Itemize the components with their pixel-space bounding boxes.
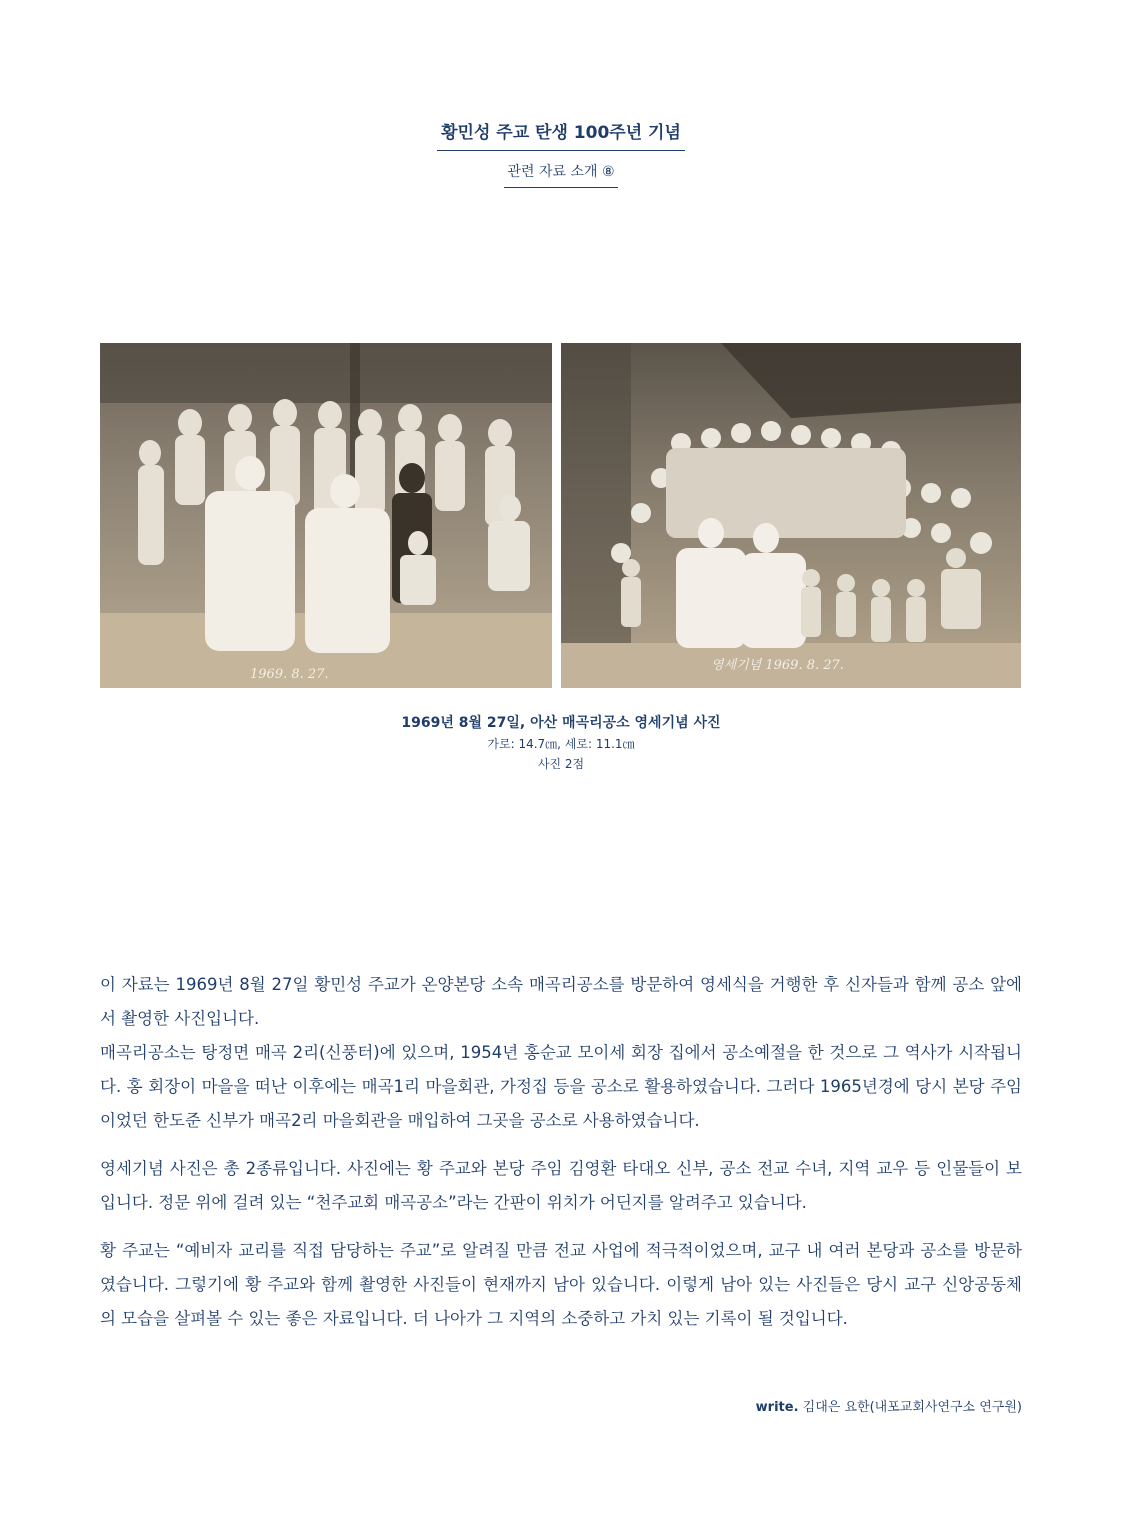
page-subtitle: 관련 자료 소개 ⑧: [504, 161, 617, 188]
photo-left-stamp: 1969. 8. 27.: [250, 667, 329, 682]
caption-count: 사진 2점: [537, 757, 585, 771]
article-body: [100, 968, 1022, 1350]
paragraph-4: 황 주교는 “예비자 교리를 직접 담당하는 주교”로 알려질 만큼 전교 사업에 적극적이었으며, 교구 내 여러 본당과 공소를 방문하였습니다. 그렇기에 황 주교와 함께 촬영한 사진들이 현재까지 남아 있습니다. 이렇게 남아 있는 사진들은 당시 교구 신앙공동체의 모습을 살펴볼 수 있는 좋은 자료입니다. 더 나아가 그 지역의 소중하고 가치 있는 기록이 될 것입니다.: [100, 1241, 1022, 1328]
page-title: 황민성 주교 탄생 100주년 기념: [437, 118, 685, 151]
page-header: [0, 118, 1122, 188]
photo-left: [100, 343, 552, 688]
photo-right: [561, 343, 1021, 688]
caption-size: 가로: 14.7㎝, 세로: 11.1㎝: [487, 737, 635, 751]
photo-caption: [0, 712, 1122, 772]
writer-label: write.: [755, 1400, 799, 1415]
paragraph-2: 매곡리공소는 탕정면 매곡 2리(신풍터)에 있으며, 1954년 홍순교 모이세 회장 집에서 공소예절을 한 것으로 그 역사가 시작됩니다. 홍 회장이 마을을 떠난 이후에는 매곡1리 마을회관, 가정집 등을 공소로 활용하였습니다. 그러다 1965년경에 당시 본당 주임이었던 한도준 신부가 매곡2리 마을회관을 매입하여 그곳을 공소로 사용하였습니다.: [100, 1043, 1022, 1130]
paragraph-1: 이 자료는 1969년 8월 27일 황민성 주교가 온양본당 소속 매곡리공소를 방문하여 영세식을 거행한 후 신자들과 함께 공소 앞에서 촬영한 사진입니다.: [100, 975, 1022, 1028]
writer-credit: [756, 1396, 1022, 1415]
photo-right-stamp: 영세기념 1969. 8. 27.: [711, 658, 844, 673]
writer-name: 김대은 요한(내포교회사연구소 연구원): [802, 1400, 1022, 1415]
caption-title: 1969년 8월 27일, 아산 매곡리공소 영세기념 사진: [401, 715, 721, 731]
paragraph-3: 영세기념 사진은 총 2종류입니다. 사진에는 황 주교와 본당 주임 김영환 타대오 신부, 공소 전교 수녀, 지역 교우 등 인물들이 보입니다. 정문 위에 걸려 있는 “천주교회 매곡공소”라는 간판이 위치가 어딘지를 알려주고 있습니다.: [100, 1159, 1022, 1212]
